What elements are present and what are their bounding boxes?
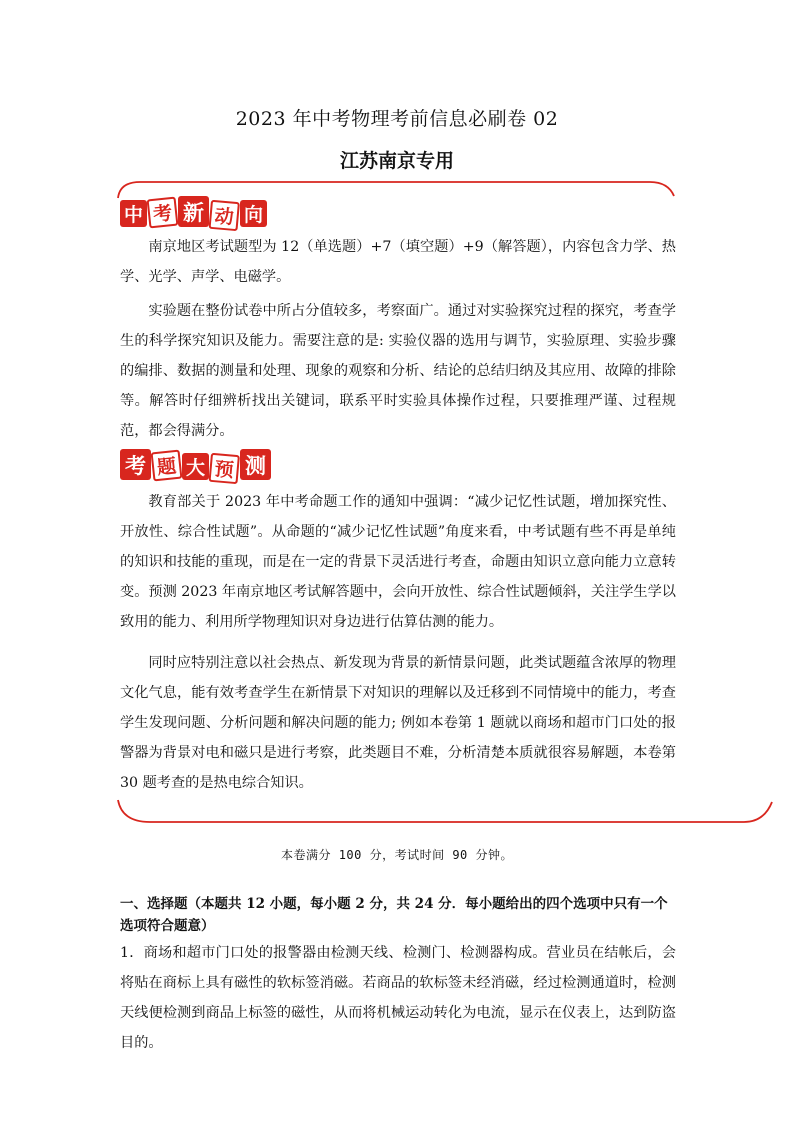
predict-badge-char: 预 bbox=[209, 453, 240, 484]
trend-badge-char: 新 bbox=[178, 196, 209, 227]
trend-paragraph: 南京地区考试题型为 12（单选题）+7（填空题）+9（解答题），内容包含力学、热学、光学、声学、电磁学。 bbox=[120, 239, 676, 285]
predict-badge-char: 大 bbox=[182, 453, 209, 480]
page-title: 2023 年中考物理考前信息必刷卷 02 bbox=[235, 108, 559, 130]
predict-badge-char: 考 bbox=[120, 449, 151, 480]
trend-badge-char: 动 bbox=[209, 200, 240, 231]
question-text: 1．商场和超市门口处的报警器由检测天线、检测门、检测器构成。营业员在结帐后，会将贴在商标上具有磁性的软标签消磁。若商品的软标签未经消磁，经过检测通道时，检测天线便检测到商品上标签的磁性，从而将机械运动转化为电流，显示在仪表上，达到防盗目的。 bbox=[120, 945, 676, 1051]
bottom-frame-curve bbox=[118, 800, 772, 822]
trend-badge-char: 中 bbox=[120, 200, 147, 227]
predict-badge-char: 测 bbox=[240, 449, 271, 480]
trend-badge-char: 考 bbox=[147, 197, 179, 229]
exam-note: 本卷满分 100 分，考试时间 90 分钟。 bbox=[280, 848, 514, 862]
page-subtitle: 江苏南京专用 bbox=[339, 150, 454, 172]
section-heading: 一、选择题（本题共 12 小题，每小题 2 分，共 24 分．每小题给出的四个选项中只有一个选项符合题意） bbox=[120, 896, 668, 934]
predict-paragraph: 教育部关于 2023 年中考命题工作的通知中强调：“减少记忆性试题，增加探究性、开放性、综合性试题”。从命题的“减少记忆性试题”角度来看，中考试题有些不再是单纯的知识和技能的重现，而是在一定的背景下灵活进行考查，命题由知识立意向能力立意转变。预测 2023 年南京地区考试解答题中，会向开放性、综合性试题倾斜，关注学生学以致用的能力、利用所学物理知识对身边进行估算估测的能力。 bbox=[120, 494, 676, 630]
trend-badge-char: 向 bbox=[240, 200, 267, 227]
trend-badge bbox=[120, 196, 267, 227]
predict-badge bbox=[120, 449, 271, 480]
predict-badge-char: 题 bbox=[151, 450, 183, 482]
trend-paragraph: 实验题在整份试卷中所占分值较多，考察面广。通过对实验探究过程的探究，考查学生的科学探究知识及能力。需要注意的是: 实验仪器的选用与调节，实验原理、实验步骤的编排、数据的测量和处理、现象的观察和分析、结论的总结归纳及其应用、故障的排除等。解答时仔细辨析找出关键词，联系平时实验具体操作过程，只要推理严谨、过程规范，都会得满分。 bbox=[120, 303, 676, 439]
predict-paragraph: 同时应特别注意以社会热点、新发现为背景的新情景问题，此类试题蕴含浓厚的物理文化气息，能有效考查学生在新情景下对知识的理解以及迁移到不同情境中的能力，考查学生发现问题、分析问题和解决问题的能力; 例如本卷第 1 题就以商场和超市门口处的报警器为背景对电和磁只是进行考察，此类题目不难，分析清楚本质就很容易解题，本卷第 30 题考查的是热电综合知识。 bbox=[120, 655, 676, 791]
